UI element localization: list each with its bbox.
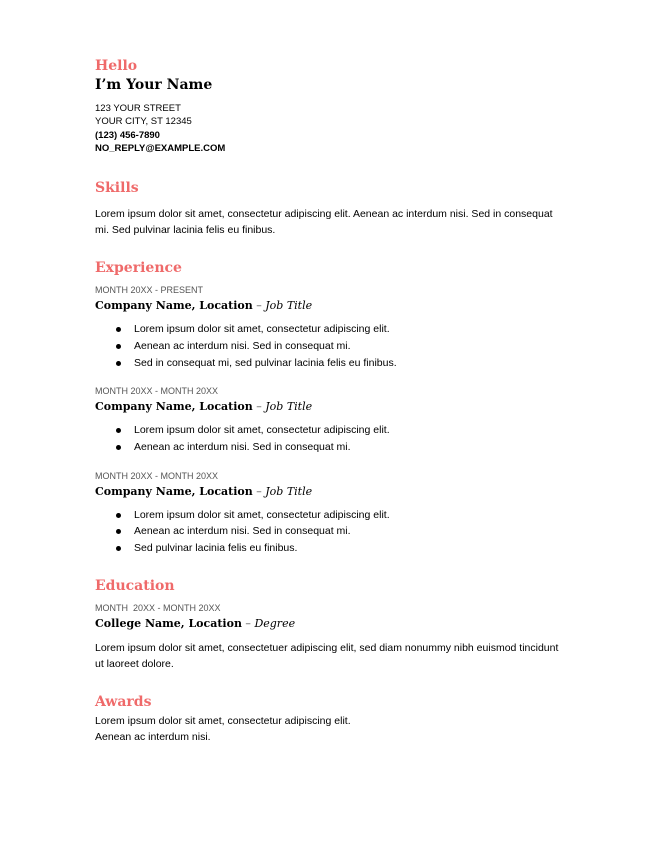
list-item: Lorem ipsum dolor sit amet, consectetur adipiscing elit. (95, 507, 565, 524)
list-item: Sed pulvinar lacinia felis eu finibus. (95, 540, 565, 557)
list-item: Lorem ipsum dolor sit amet, consectetur adipiscing elit. (95, 422, 565, 439)
awards-heading: Awards (95, 693, 152, 710)
list-item: Aenean ac interdum nisi. Sed in consequat mi. (95, 338, 565, 355)
education-heading: Education (95, 577, 175, 594)
list-item: Aenean ac interdum nisi. Sed in consequat mi. (95, 523, 565, 540)
awards-line: Lorem ipsum dolor sit amet, consectetur adipiscing elit. (95, 714, 351, 727)
job-title: Job Title (265, 484, 313, 498)
job-company: Company Name, Location (95, 484, 253, 498)
contact-block (95, 102, 565, 155)
awards-line: Aenean ac interdum nisi. (95, 730, 211, 743)
resume-page (95, 58, 565, 745)
job-dates: MONTH 20XX - PRESENT (95, 285, 204, 296)
greeting: Hello (95, 58, 138, 74)
job-entry (95, 385, 565, 455)
job-company: Company Name, Location (95, 400, 253, 414)
job-heading (95, 484, 565, 500)
education-separator: – (241, 616, 255, 630)
job-bullets (95, 422, 565, 455)
job-heading (95, 298, 565, 314)
contact-email: NO_REPLY@EXAMPLE.COM (95, 142, 226, 154)
skills-section (95, 179, 565, 238)
job-separator: – (252, 400, 266, 414)
job-dates: MONTH 20XX - MONTH 20XX (95, 470, 219, 481)
education-text: Lorem ipsum dolor sit amet, consectetuer adipiscing elit, sed diam nonummy nibh euismod tincidunt ut laoreet dolore. (95, 641, 559, 670)
skills-text: Lorem ipsum dolor sit amet, consectetur adipiscing elit. Aenean ac interdum nisi. Sed in consequat mi. Sed pulvinar lacinia felis eu finibus. (95, 208, 553, 237)
contact-street: 123 YOUR STREET (95, 103, 181, 114)
resume-header (95, 58, 565, 155)
education-heading-line (95, 616, 565, 632)
job-separator: – (252, 299, 266, 313)
job-title: Job Title (265, 299, 313, 313)
list-item: Lorem ipsum dolor sit amet, consectetur adipiscing elit. (95, 321, 565, 338)
contact-city: YOUR CITY, ST 12345 (95, 116, 192, 128)
list-item: Aenean ac interdum nisi. Sed in consequat mi. (95, 439, 565, 456)
full-name: I’m Your Name (95, 77, 213, 93)
contact-phone: (123) 456-7890 (95, 129, 160, 141)
awards-section (95, 693, 565, 745)
list-item: Sed in consequat mi, sed pulvinar lacinia felis eu finibus. (95, 355, 565, 372)
job-entry (95, 470, 565, 557)
education-section (95, 577, 565, 672)
job-bullets (95, 507, 565, 557)
experience-section (95, 259, 565, 557)
job-bullets (95, 321, 565, 371)
school-name: College Name, Location (95, 616, 242, 630)
degree: Degree (254, 616, 296, 630)
job-title: Job Title (265, 400, 313, 414)
job-separator: – (252, 484, 266, 498)
job-company: Company Name, Location (95, 299, 253, 313)
skills-heading: Skills (95, 180, 139, 197)
job-entry (95, 284, 565, 371)
job-dates: MONTH 20XX - MONTH 20XX (95, 386, 219, 397)
job-heading (95, 399, 565, 415)
education-dates: MONTH 20XX - MONTH 20XX (95, 602, 221, 613)
experience-heading: Experience (95, 260, 182, 277)
